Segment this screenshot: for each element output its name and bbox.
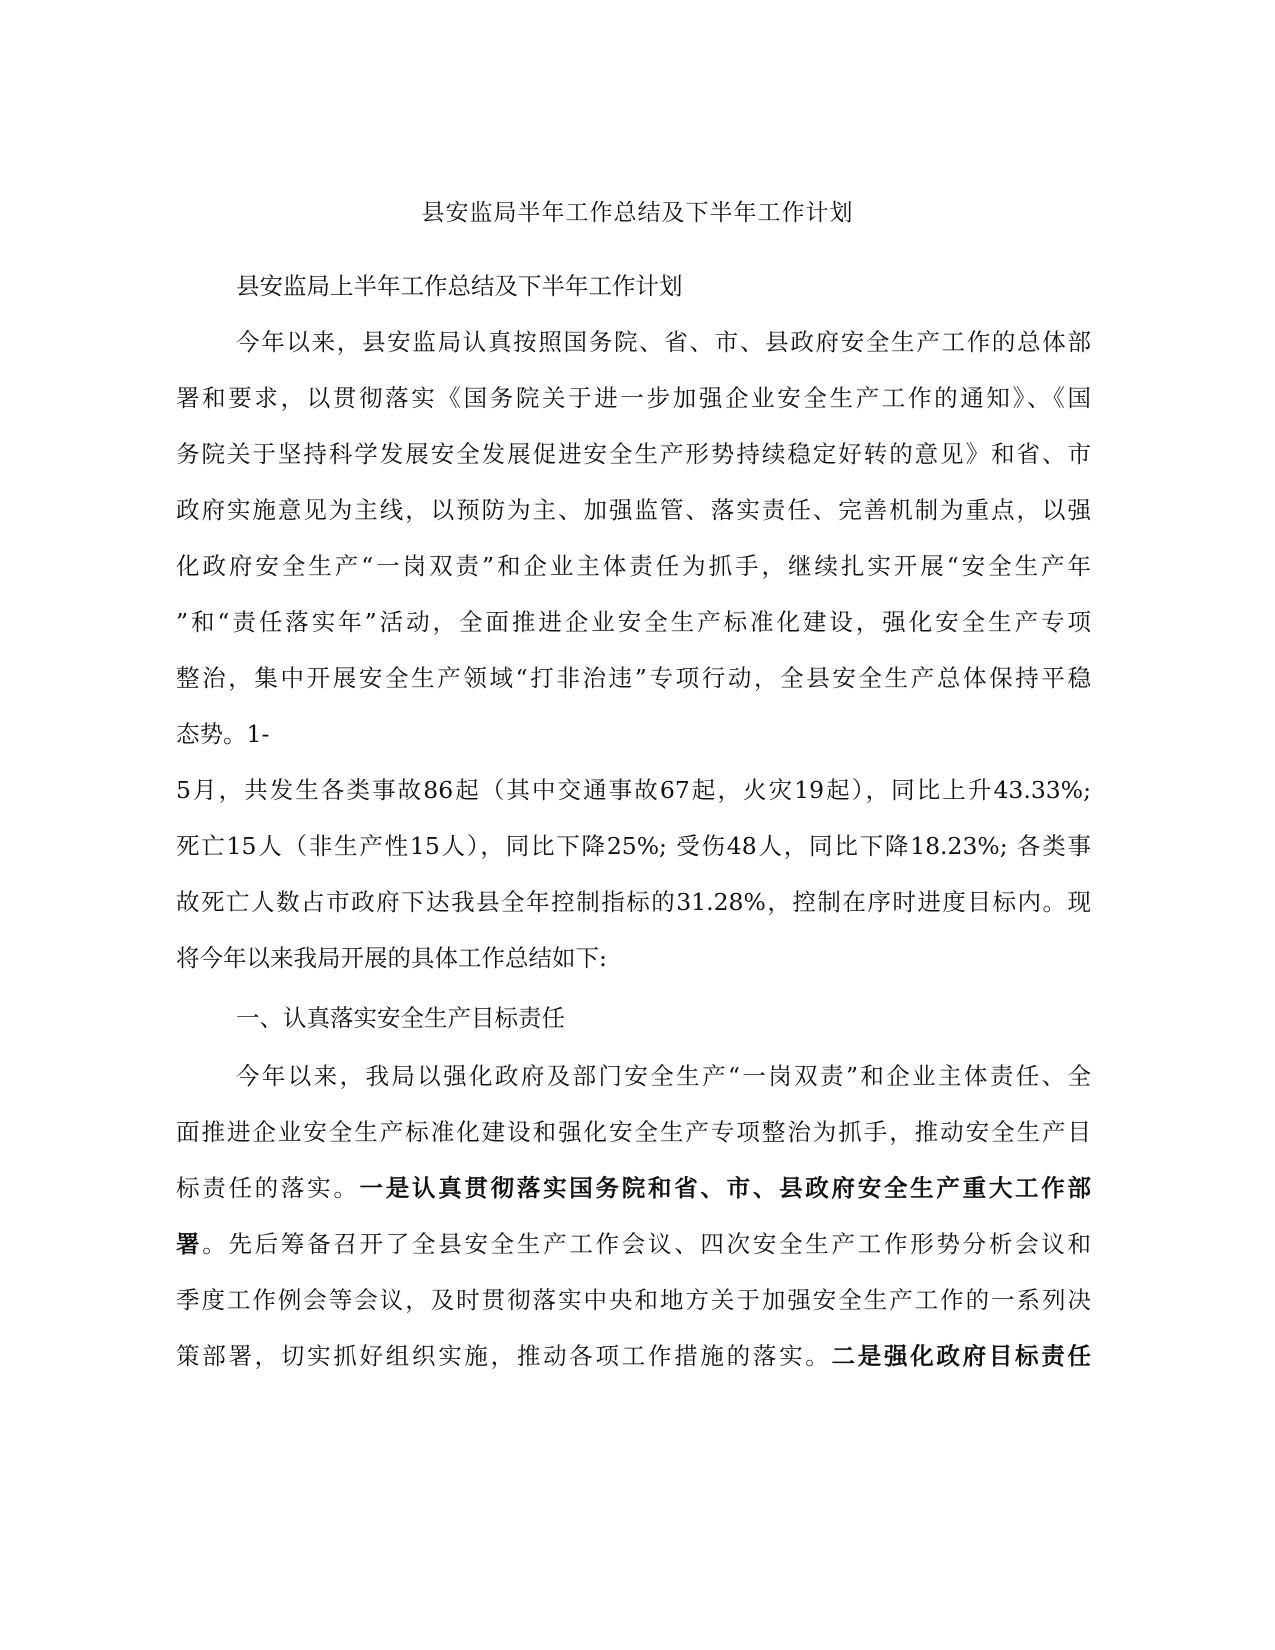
emphasis-text: 署 [176,1230,203,1258]
paragraph-line: 政府实施意见为主线，以预防为主、加强监管、落实责任、完善机制为重点，以强 [176,496,1091,524]
paragraph-line: 面推进企业安全生产标准化建设和强化安全生产专项整治为抓手，推动安全生产目 [176,1118,1091,1146]
paragraph-text: 。先后筹备召开了全县安全生产工作会议、四次安全生产工作形势分析会议和 [202,1230,1091,1258]
paragraph-line [176,1228,1091,1260]
paragraph-line: 故死亡人数占市政府下达我县全年控制指标的31.28%，控制在序时进度目标内。现 [176,888,1091,916]
paragraph-line: 将今年以来我局开展的具体工作总结如下: [176,944,607,972]
paragraph-line: 5月，共发生各类事故86起（其中交通事故67起，火灾19起），同比上升43.33%; [176,776,1091,804]
section-heading: 一、认真落实安全生产目标责任 [236,1004,565,1032]
emphasis-text: 二是强化政府目标责任 [831,1342,1091,1370]
paragraph-line: 态势。1- [176,720,270,748]
paragraph-line: 化政府安全生产“一岗双责”和企业主体责任为抓手，继续扎实开展“安全生产年 [176,552,1091,580]
paragraph-line: 死亡15人（非生产性15人），同比下降25%; 受伤48人，同比下降18.23%; 各类事 [176,832,1091,860]
paragraph-line [176,1340,1091,1372]
paragraph-line: 整治，集中开展安全生产领域“打非治违”专项行动，全县安全生产总体保持平稳 [176,664,1091,692]
paragraph-line [176,1172,1091,1204]
paragraph-text: 标责任的落实。 [176,1174,360,1202]
paragraph-line: 署和要求，以贯彻落实《国务院关于进一步加强企业安全生产工作的通知》、《国 [176,384,1091,412]
paragraph-line: 今年以来，我局以强化政府及部门安全生产“一岗双责”和企业主体责任、全 [236,1062,1091,1090]
emphasis-text: 一是认真贯彻落实国务院和省、市、县政府安全生产重大工作部 [359,1174,1091,1202]
paragraph-line: 今年以来，县安监局认真按照国务院、省、市、县政府安全生产工作的总体部 [236,328,1091,356]
document-subtitle: 县安监局上半年工作总结及下半年工作计划 [236,272,683,300]
paragraph-line: ”和“责任落实年”活动，全面推进企业安全生产标准化建设，强化安全生产专项 [176,608,1091,636]
paragraph-text: 策部署，切实抓好组织实施，推动各项工作措施的落实。 [176,1342,832,1370]
paragraph-line: 季度工作例会等会议，及时贯彻落实中央和地方关于加强安全生产工作的一系列决 [176,1286,1091,1314]
paragraph-line: 务院关于坚持科学发展安全发展促进安全生产形势持续稳定好转的意见》和省、市 [176,440,1091,468]
document-title: 县安监局半年工作总结及下半年工作计划 [421,200,854,226]
